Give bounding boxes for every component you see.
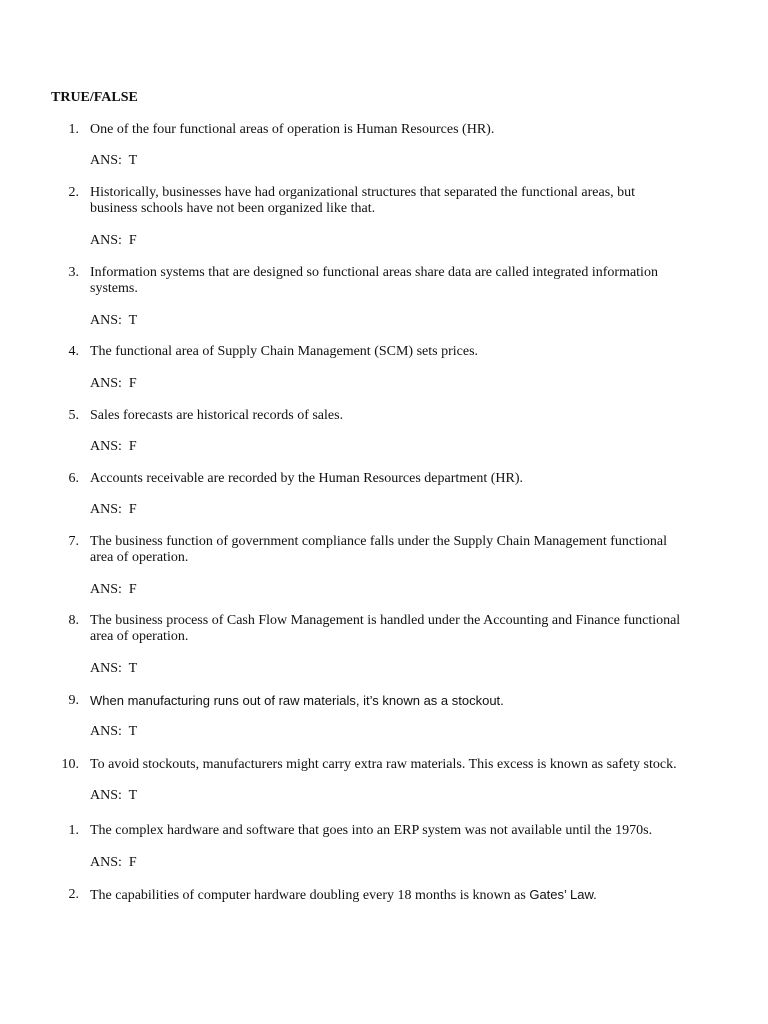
answer-line: ANS: F xyxy=(90,582,137,597)
question-number: 2. xyxy=(68,887,79,902)
question-number: 8. xyxy=(68,613,79,628)
section-heading: TRUE/FALSE xyxy=(51,90,138,105)
question-text-main: The capabilities of computer hardware doubling every 18 months is known as xyxy=(90,888,530,903)
question-text: The business process of Cash Flow Management is handled under the Accounting and Finance functional area of operation. xyxy=(90,613,681,644)
answer-line: ANS: F xyxy=(90,439,137,454)
answer-line: ANS: F xyxy=(90,233,137,248)
question-text-tail: Gates’ Law. xyxy=(529,887,597,902)
answer-line: ANS: T xyxy=(90,724,138,739)
question-number: 1. xyxy=(68,823,79,838)
question-number: 1. xyxy=(68,122,79,137)
question-number: 4. xyxy=(68,344,79,359)
question-number: 7. xyxy=(68,534,79,549)
answer-line: ANS: T xyxy=(90,788,138,803)
question-number: 10. xyxy=(61,757,79,772)
question-text: The complex hardware and software that goes into an ERP system was not available until the 1970s. xyxy=(90,823,653,838)
question-text: Historically, businesses have had organizational structures that separated the functional areas, but business schools have not been organized like that. xyxy=(90,185,636,216)
question-text: The functional area of Supply Chain Management (SCM) sets prices. xyxy=(90,344,479,359)
question-number: 5. xyxy=(68,408,79,423)
question-number: 3. xyxy=(68,265,79,280)
question-text: The business function of government compliance falls under the Supply Chain Management functional area of operation. xyxy=(90,534,667,565)
question-text xyxy=(90,887,710,904)
question-text: Accounts receivable are recorded by the Human Resources department (HR). xyxy=(90,471,524,486)
question-number: 2. xyxy=(68,185,79,200)
question-text: When manufacturing runs out of raw materials, it’s known as a stockout. xyxy=(90,693,504,708)
question-text: Information systems that are designed so functional areas share data are called integrated information systems. xyxy=(90,265,658,296)
answer-line: ANS: T xyxy=(90,661,138,676)
question-text: To avoid stockouts, manufacturers might carry extra raw materials. This excess is known as safety stock. xyxy=(90,757,677,772)
question-text: Sales forecasts are historical records of sales. xyxy=(90,408,344,423)
answer-line: ANS: T xyxy=(90,313,138,328)
answer-line: ANS: F xyxy=(90,855,137,870)
answer-line: ANS: T xyxy=(90,153,138,168)
question-text: One of the four functional areas of operation is Human Resources (HR). xyxy=(90,122,495,137)
question-number: 9. xyxy=(68,693,79,708)
question-number: 6. xyxy=(68,471,79,486)
answer-line: ANS: F xyxy=(90,376,137,391)
answer-line: ANS: F xyxy=(90,502,137,517)
